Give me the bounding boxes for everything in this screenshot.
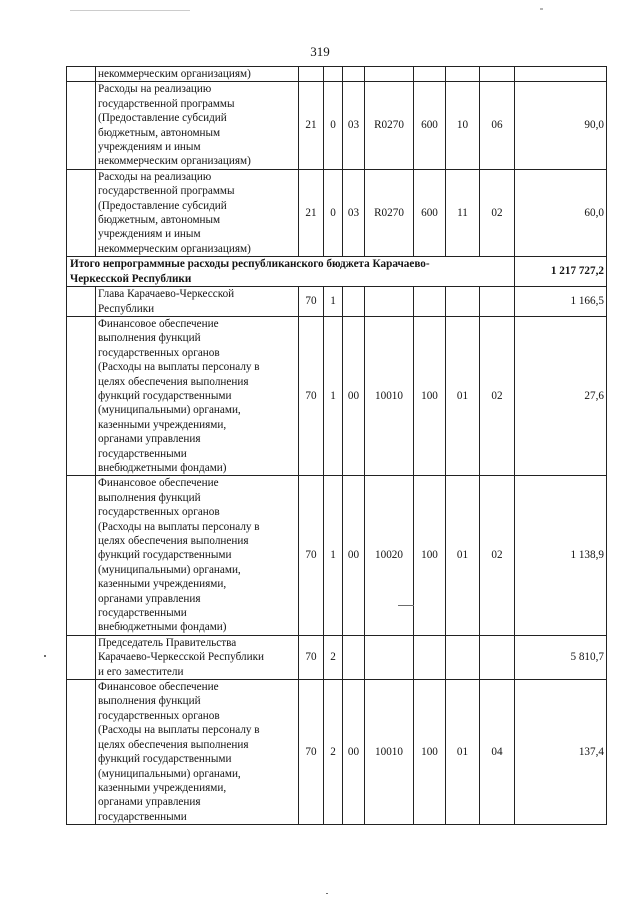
code-cell: 03 bbox=[343, 169, 365, 256]
code-cell: 600 bbox=[414, 82, 446, 169]
row-margin-cell bbox=[67, 67, 96, 82]
amount-cell: 60,0 bbox=[515, 169, 607, 256]
code-cell bbox=[324, 67, 343, 82]
code-cell: 0 bbox=[324, 169, 343, 256]
code-cell: 06 bbox=[480, 82, 515, 169]
code-cell: 03 bbox=[343, 82, 365, 169]
amount-cell: 1 166,5 bbox=[515, 287, 607, 317]
code-cell: 01 bbox=[446, 680, 480, 825]
row-description: Расходы на реализацию государственной программы (Предоставление субсидий бюджетным, автономным учреждениям и иным некоммерческим организациям) bbox=[96, 169, 299, 256]
table-row bbox=[67, 169, 607, 256]
amount-cell: 5 810,7 bbox=[515, 635, 607, 679]
code-cell bbox=[414, 635, 446, 679]
code-cell: 1 bbox=[324, 476, 343, 635]
code-cell: R0270 bbox=[365, 82, 414, 169]
code-cell: 21 bbox=[299, 82, 324, 169]
code-cell: 01 bbox=[446, 316, 480, 475]
table-row bbox=[67, 67, 607, 82]
code-cell bbox=[343, 67, 365, 82]
code-cell bbox=[365, 287, 414, 317]
row-margin-cell bbox=[67, 635, 96, 679]
code-cell bbox=[343, 635, 365, 679]
code-cell bbox=[365, 635, 414, 679]
code-cell: 10 bbox=[446, 82, 480, 169]
code-cell: 04 bbox=[480, 680, 515, 825]
row-description: Финансовое обеспечение выполнения функций государственных органов (Расходы на выплаты персоналу в целях обеспечения выполнения функций государственными (муниципальными) органами, казенными учреждениями, органами управления государственными внебюджетными фондами) bbox=[96, 316, 299, 475]
amount-cell: 137,4 bbox=[515, 680, 607, 825]
scan-speck bbox=[540, 8, 543, 10]
code-cell bbox=[414, 287, 446, 317]
code-cell: 1 bbox=[324, 316, 343, 475]
table-row bbox=[67, 635, 607, 679]
code-cell bbox=[480, 635, 515, 679]
total-amount: 1 217 727,2 bbox=[515, 257, 607, 287]
code-cell bbox=[446, 635, 480, 679]
scan-speck bbox=[44, 655, 46, 657]
code-cell: 70 bbox=[299, 476, 324, 635]
page-number: 319 bbox=[310, 44, 330, 59]
code-cell: 100 bbox=[414, 316, 446, 475]
table-row bbox=[67, 82, 607, 169]
code-cell bbox=[414, 67, 446, 82]
code-cell: 0 bbox=[324, 82, 343, 169]
code-cell: 70 bbox=[299, 635, 324, 679]
code-cell: 10010 bbox=[365, 680, 414, 825]
row-margin-cell bbox=[67, 316, 96, 475]
code-cell: 10010 bbox=[365, 316, 414, 475]
row-description: Расходы на реализацию государственной программы (Предоставление субсидий бюджетным, автономным учреждениям и иным некоммерческим организациям) bbox=[96, 82, 299, 169]
amount-cell: 1 138,9 bbox=[515, 476, 607, 635]
row-margin-cell bbox=[67, 476, 96, 635]
code-cell: 01 bbox=[446, 476, 480, 635]
code-cell: 00 bbox=[343, 680, 365, 825]
code-cell bbox=[299, 67, 324, 82]
amount-cell: 27,6 bbox=[515, 316, 607, 475]
total-row bbox=[67, 257, 607, 287]
code-cell: 1 bbox=[324, 287, 343, 317]
code-cell: 2 bbox=[324, 635, 343, 679]
row-margin-cell bbox=[67, 287, 96, 317]
table-row bbox=[67, 476, 607, 635]
scan-speck bbox=[398, 605, 414, 606]
code-cell bbox=[480, 67, 515, 82]
code-cell: 70 bbox=[299, 680, 324, 825]
row-margin-cell bbox=[67, 82, 96, 169]
amount-cell: 90,0 bbox=[515, 82, 607, 169]
code-cell: 10020 bbox=[365, 476, 414, 635]
code-cell: 02 bbox=[480, 316, 515, 475]
table-row bbox=[67, 680, 607, 825]
budget-table bbox=[66, 66, 607, 825]
code-cell: 70 bbox=[299, 287, 324, 317]
code-cell bbox=[365, 67, 414, 82]
code-cell: 02 bbox=[480, 169, 515, 256]
scan-speck bbox=[326, 893, 328, 894]
code-cell: 00 bbox=[343, 476, 365, 635]
code-cell bbox=[446, 287, 480, 317]
code-cell: 600 bbox=[414, 169, 446, 256]
row-description: Глава Карачаево-Черкесской Республики bbox=[96, 287, 299, 317]
amount-cell bbox=[515, 67, 607, 82]
code-cell: 70 bbox=[299, 316, 324, 475]
code-cell: 100 bbox=[414, 476, 446, 635]
code-cell: 21 bbox=[299, 169, 324, 256]
code-cell: 2 bbox=[324, 680, 343, 825]
row-margin-cell bbox=[67, 169, 96, 256]
row-description: некоммерческим организациям) bbox=[96, 67, 299, 82]
row-description: Финансовое обеспечение выполнения функций государственных органов (Расходы на выплаты персоналу в целях обеспечения выполнения функций государственными (муниципальными) органами, казенными учреждениями, органами управления государственными внебюджетными фондами) bbox=[96, 476, 299, 635]
code-cell: 02 bbox=[480, 476, 515, 635]
table-row bbox=[67, 287, 607, 317]
code-cell bbox=[480, 287, 515, 317]
scan-speck bbox=[70, 10, 190, 11]
code-cell bbox=[446, 67, 480, 82]
code-cell: R0270 bbox=[365, 169, 414, 256]
row-description: Председатель Правительства Карачаево-Черкесской Республики и его заместители bbox=[96, 635, 299, 679]
code-cell bbox=[343, 287, 365, 317]
row-description: Финансовое обеспечение выполнения функций государственных органов (Расходы на выплаты персоналу в целях обеспечения выполнения функций государственными (муниципальными) органами, казенными учреждениями, органами управления государственными bbox=[96, 680, 299, 825]
table-row bbox=[67, 316, 607, 475]
total-label: Итого непрограммные расходы республиканского бюджета Карачаево- Черкесской Республики bbox=[67, 257, 515, 287]
code-cell: 00 bbox=[343, 316, 365, 475]
code-cell: 11 bbox=[446, 169, 480, 256]
row-margin-cell bbox=[67, 680, 96, 825]
code-cell: 100 bbox=[414, 680, 446, 825]
